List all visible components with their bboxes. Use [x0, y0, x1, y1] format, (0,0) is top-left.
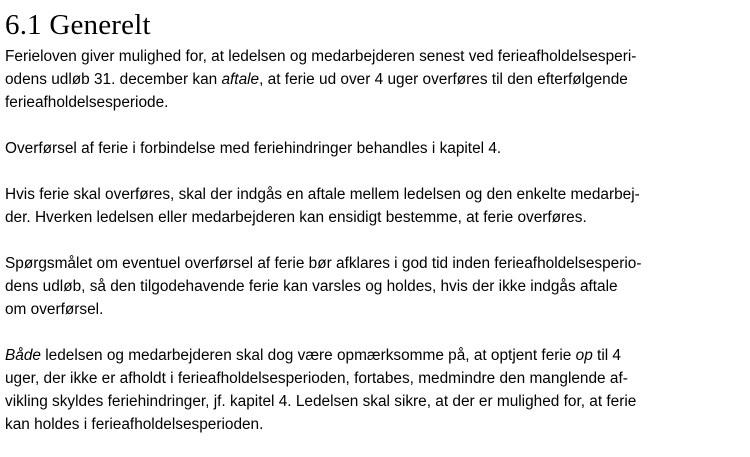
paragraph — [5, 183, 745, 229]
text-line: odens udløb 31. december kan aftale, at ferie ud over 4 uger overføres til den efterfølgende — [5, 71, 628, 88]
paragraph-gap — [5, 160, 745, 183]
text-line: Både ledelsen og medarbejderen skal dog være opmærksomme på, at optjent ferie op til 4 — [5, 347, 621, 364]
section-title: Generelt — [49, 9, 151, 41]
paragraph — [5, 45, 745, 114]
text-line: Overførsel af ferie i forbindelse med feriehindringer behandles i kapitel 4. — [5, 140, 502, 157]
body-text — [5, 45, 745, 436]
text-line: vikling skyldes feriehindringer, jf. kapitel 4. Ledelsen skal sikre, at der er mulighed for, at ferie — [5, 393, 637, 410]
text-line: uger, der ikke er afholdt i ferieafholdelsesperioden, fortabes, medmindre den manglende af- — [5, 370, 628, 387]
text-line: dens udløb, så den tilgodehavende ferie kan varsles og holdes, hvis der ikke indgås aftale — [5, 278, 618, 295]
section-number: 6.1 — [5, 9, 42, 41]
paragraph-gap — [5, 321, 745, 344]
italic-emphasis: op — [575, 347, 593, 364]
paragraph-gap — [5, 114, 745, 137]
paragraph — [5, 137, 745, 160]
document-page — [5, 0, 745, 436]
section-heading — [5, 8, 745, 42]
italic-emphasis: aftale — [221, 71, 260, 88]
text-line: Spørgsmålet om eventuel overførsel af ferie bør afklares i god tid inden ferieafholdelsesperio- — [5, 255, 642, 272]
text-line: om overførsel. — [5, 301, 104, 318]
paragraph — [5, 344, 745, 436]
text-line: Hvis ferie skal overføres, skal der indgås en aftale mellem ledelsen og den enkelte medarbej- — [5, 186, 640, 203]
text-line: ferieafholdelsesperiode. — [5, 94, 169, 111]
text-line: Ferieloven giver mulighed for, at ledelsen og medarbejderen senest ved ferieafholdelsesperi- — [5, 48, 637, 65]
paragraph — [5, 252, 745, 321]
text-line: der. Hverken ledelsen eller medarbejderen kan ensidigt bestemme, at ferie overføres. — [5, 209, 587, 226]
paragraph-gap — [5, 229, 745, 252]
text-line: kan holdes i ferieafholdelsesperioden. — [5, 416, 264, 433]
italic-emphasis: Både — [5, 347, 41, 364]
